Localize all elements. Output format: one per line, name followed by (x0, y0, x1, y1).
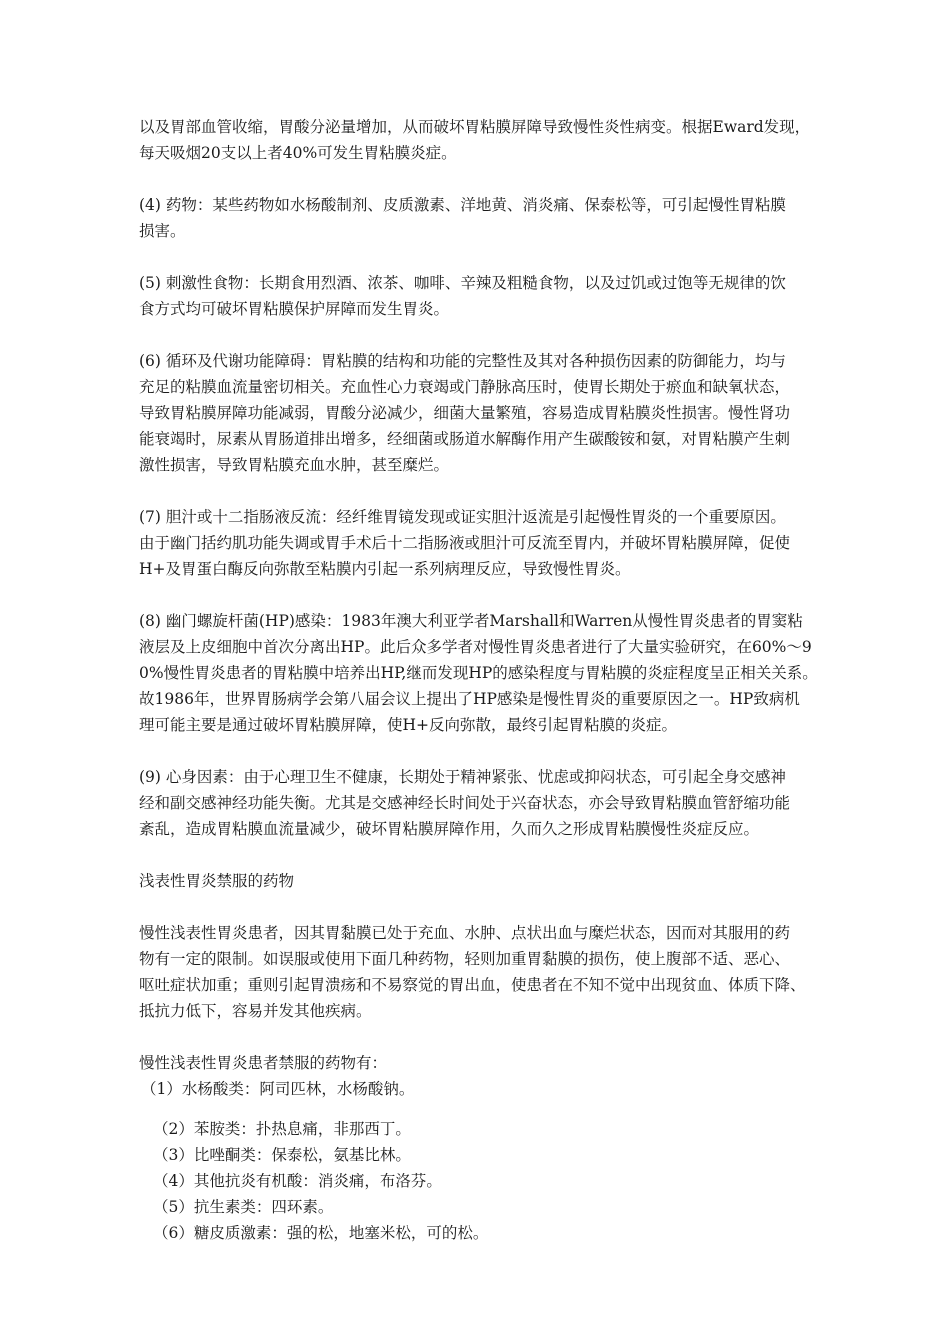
text-line: 激性损害，导致胃粘膜充血水肿，甚至糜烂。 (139, 456, 450, 474)
list-intro: 慢性浅表性胃炎患者禁服的药物有： (139, 1054, 388, 1072)
text-line: 损害。 (139, 222, 186, 240)
text-line: (9) 心身因素：由于心理卫生不健康，长期处于精神紧张、忧虑或抑闷状态，可引起全身交感神 (139, 768, 786, 786)
paragraph-psychosomatic (139, 764, 829, 842)
text-line: 充足的粘膜血流量密切相关。充血性心力衰竭或门静脉高压时，使胃长期处于瘀血和缺氧状态， (139, 378, 791, 396)
text-line: 食方式均可破坏胃粘膜保护屏障而发生胃炎。 (139, 300, 450, 318)
text-line: 经和副交感神经功能失衡。尤其是交感神经长时间处于兴奋状态，亦会导致胃粘膜血管舒缩功能 (139, 794, 791, 812)
text-line: 慢性浅表性胃炎患者，因其胃黏膜已处于充血、水肿、点状出血与糜烂状态，因而对其服用的药 (139, 924, 791, 942)
list-item: （5）抗生素类：四环素。 (153, 1198, 334, 1216)
list-item: （3）比唑酮类：保泰松，氨基比林。 (153, 1146, 411, 1164)
list-item: （6）糖皮质激素：强的松，地塞米松，可的松。 (153, 1224, 489, 1242)
text-line: 能衰竭时，尿素从胃肠道排出增多，经细菌或肠道水解酶作用产生碳酸铵和氨，对胃粘膜产生刺 (139, 430, 791, 448)
text-line: 0%慢性胃炎患者的胃粘膜中培养出HP,继而发现HP的感染程度与胃粘膜的炎症程度呈正相关关系。 (139, 664, 818, 682)
text-line: (4) 药物：某些药物如水杨酸制剂、皮质激素、洋地黄、消炎痛、保泰松等，可引起慢性胃粘膜 (139, 196, 786, 214)
section-heading: 浅表性胃炎禁服的药物 (139, 872, 295, 890)
paragraph-restrictions (139, 920, 829, 1024)
text-line: 呕吐症状加重；重则引起胃溃疡和不易察觉的胃出血，使患者在不知不觉中出现贫血、体质下降、 (139, 976, 806, 994)
text-line: (7) 胆汁或十二指肠液反流：经纤维胃镜发现或证实胆汁返流是引起慢性胃炎的一个重要原因。 (139, 508, 786, 526)
paragraph-circulation (139, 348, 829, 478)
document-body (139, 114, 829, 1246)
paragraph-bile-reflux (139, 504, 829, 582)
forbidden-drug-list (139, 1050, 829, 1246)
list-item: （4）其他抗炎有机酸：消炎痛，布洛芬。 (153, 1172, 442, 1190)
text-line: 物有一定的限制。如误服或使用下面几种药物，轻则加重胃黏膜的损伤，使上腹部不适、恶心、 (139, 950, 791, 968)
text-line: 理可能主要是通过破坏胃粘膜屏障，使H+反向弥散，最终引起胃粘膜的炎症。 (139, 716, 678, 734)
text-line: 故1986年，世界胃肠病学会第八届会议上提出了HP感染是慢性胃炎的重要原因之一。HP致病机 (139, 690, 800, 708)
list-item: （2）苯胺类：扑热息痛，非那西丁。 (153, 1120, 411, 1138)
paragraph-hp-infection (139, 608, 829, 738)
text-line: (6) 循环及代谢功能障碍：胃粘膜的结构和功能的完整性及其对各种损伤因素的防御能力，均与 (139, 352, 786, 370)
text-line: 液层及上皮细胞中首次分离出HP。此后众多学者对慢性胃炎患者进行了大量实验研究，在60%～9 (139, 638, 812, 656)
text-line: (8) 幽门螺旋杆菌(HP)感染：1983年澳大利亚学者Marshall和Warren从慢性胃炎患者的胃窦粘 (139, 612, 803, 630)
text-line: 抵抗力低下，容易并发其他疾病。 (139, 1002, 372, 1020)
text-line: 每天吸烟20支以上者40%可发生胃粘膜炎症。 (139, 144, 457, 162)
paragraph-irritating-food (139, 270, 829, 322)
list-item: （1）水杨酸类：阿司匹林，水杨酸钠。 (141, 1080, 415, 1098)
text-line: (5) 刺激性食物：长期食用烈酒、浓茶、咖啡、辛辣及粗糙食物，以及过饥或过饱等无规律的饮 (139, 274, 786, 292)
paragraph-smoking (139, 114, 829, 166)
paragraph-drugs (139, 192, 829, 244)
text-line: 紊乱，造成胃粘膜血流量减少，破坏胃粘膜屏障作用，久而久之形成胃粘膜慢性炎症反应。 (139, 820, 760, 838)
text-line: 导致胃粘膜屏障功能减弱，胃酸分泌减少，细菌大量繁殖，容易造成胃粘膜炎性损害。慢性肾功 (139, 404, 791, 422)
text-line: 以及胃部血管收缩，胃酸分泌量增加，从而破坏胃粘膜屏障导致慢性炎性病变。根据Eward发现， (139, 118, 811, 136)
text-line: H+及胃蛋白酶反向弥散至粘膜内引起一系列病理反应，导致慢性胃炎。 (139, 560, 631, 578)
text-line: 由于幽门括约肌功能失调或胃手术后十二指肠液或胆汁可反流至胃内，并破坏胃粘膜屏障，促使 (139, 534, 791, 552)
